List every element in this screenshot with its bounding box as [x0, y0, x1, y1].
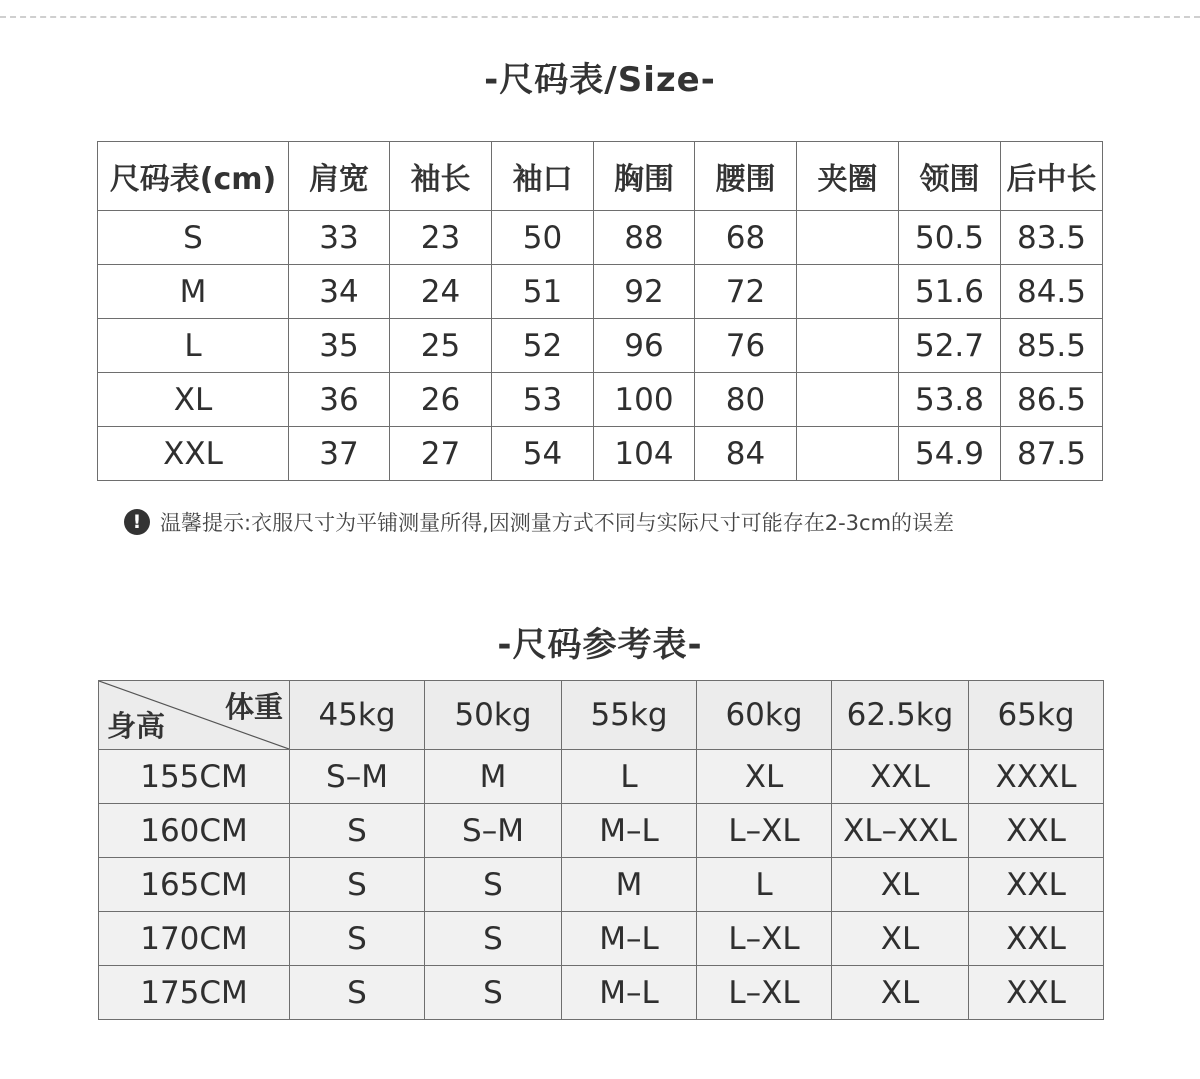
size-value-cell: 51.6	[899, 265, 1001, 319]
size-value-cell: 37	[289, 427, 390, 481]
recommended-size-cell: XL	[832, 858, 969, 912]
size-value-cell: 23	[390, 211, 492, 265]
size-value-cell: 53	[492, 373, 594, 427]
recommended-size-cell: M–L	[562, 966, 697, 1020]
size-label-cell: XL	[98, 373, 289, 427]
weight-header-cell: 65kg	[969, 681, 1104, 750]
recommended-size-cell: S	[425, 858, 562, 912]
corner-weight-label: 体重	[224, 690, 283, 724]
size-value-cell: 80	[695, 373, 797, 427]
size-value-cell: 85.5	[1001, 319, 1103, 373]
recommended-size-cell: M	[425, 750, 562, 804]
size-header-cell: 肩宽	[289, 142, 390, 211]
recommended-size-cell: L	[697, 858, 832, 912]
recommended-size-cell: L	[562, 750, 697, 804]
recommended-size-cell: XL	[697, 750, 832, 804]
recommended-size-cell: XXL	[969, 804, 1104, 858]
size-value-cell	[797, 427, 899, 481]
recommended-size-cell: L–XL	[697, 804, 832, 858]
size-header-cell: 尺码表(cm)	[98, 142, 289, 211]
size-value-cell	[797, 265, 899, 319]
size-label-cell: L	[98, 319, 289, 373]
size-value-cell: 36	[289, 373, 390, 427]
size-value-cell: 24	[390, 265, 492, 319]
reference-chart-table	[98, 680, 1104, 1020]
size-header-cell: 夹圈	[797, 142, 899, 211]
size-header-row	[98, 142, 1103, 211]
size-value-cell: 88	[594, 211, 695, 265]
recommended-size-cell: L–XL	[697, 912, 832, 966]
table-row	[98, 427, 1103, 481]
weight-header-cell: 45kg	[290, 681, 425, 750]
recommended-size-cell: S	[425, 912, 562, 966]
size-value-cell: 100	[594, 373, 695, 427]
recommended-size-cell: S–M	[425, 804, 562, 858]
size-value-cell: 87.5	[1001, 427, 1103, 481]
size-value-cell: 76	[695, 319, 797, 373]
size-value-cell: 53.8	[899, 373, 1001, 427]
recommended-size-cell: XXL	[969, 912, 1104, 966]
size-chart-table	[97, 141, 1103, 481]
exclamation-icon: !	[124, 509, 150, 535]
reference-header-row	[99, 681, 1104, 750]
size-chart-title: -尺码表/Size-	[484, 60, 716, 100]
size-value-cell: 27	[390, 427, 492, 481]
recommended-size-cell: S	[425, 966, 562, 1020]
notice-text: 温馨提示:衣服尺寸为平铺测量所得,因测量方式不同与实际尺寸可能存在2-3cm的误差	[160, 511, 955, 535]
recommended-size-cell: M–L	[562, 804, 697, 858]
size-value-cell: 92	[594, 265, 695, 319]
size-value-cell: 54	[492, 427, 594, 481]
recommended-size-cell: S	[290, 966, 425, 1020]
reference-chart-title: -尺码参考表-	[497, 625, 703, 665]
size-value-cell: 35	[289, 319, 390, 373]
size-value-cell	[797, 319, 899, 373]
size-header-cell: 领围	[899, 142, 1001, 211]
table-row	[98, 319, 1103, 373]
recommended-size-cell: M–L	[562, 912, 697, 966]
size-header-cell: 袖长	[390, 142, 492, 211]
size-value-cell: 33	[289, 211, 390, 265]
size-value-cell: 52.7	[899, 319, 1001, 373]
recommended-size-cell: S–M	[290, 750, 425, 804]
size-value-cell: 26	[390, 373, 492, 427]
size-value-cell: 104	[594, 427, 695, 481]
size-value-cell	[797, 211, 899, 265]
recommended-size-cell: XXL	[969, 966, 1104, 1020]
corner-height-label: 身高	[107, 709, 166, 743]
size-value-cell: 54.9	[899, 427, 1001, 481]
recommended-size-cell: S	[290, 912, 425, 966]
table-row	[98, 373, 1103, 427]
size-label-cell: M	[98, 265, 289, 319]
size-value-cell: 68	[695, 211, 797, 265]
weight-header-cell: 55kg	[562, 681, 697, 750]
height-label-cell: 160CM	[99, 804, 290, 858]
recommended-size-cell: XL–XXL	[832, 804, 969, 858]
size-label-cell: S	[98, 211, 289, 265]
recommended-size-cell: XXL	[832, 750, 969, 804]
size-value-cell: 86.5	[1001, 373, 1103, 427]
recommended-size-cell: M	[562, 858, 697, 912]
recommended-size-cell: S	[290, 858, 425, 912]
recommended-size-cell: XXL	[969, 858, 1104, 912]
recommended-size-cell: XXXL	[969, 750, 1104, 804]
size-value-cell: 83.5	[1001, 211, 1103, 265]
table-row	[99, 858, 1104, 912]
size-value-cell	[797, 373, 899, 427]
size-value-cell: 34	[289, 265, 390, 319]
size-value-cell: 52	[492, 319, 594, 373]
size-value-cell: 84	[695, 427, 797, 481]
table-row	[99, 912, 1104, 966]
size-value-cell: 96	[594, 319, 695, 373]
table-row	[98, 265, 1103, 319]
table-row	[99, 804, 1104, 858]
size-header-cell: 后中长	[1001, 142, 1103, 211]
size-value-cell: 72	[695, 265, 797, 319]
weight-header-cell: 60kg	[697, 681, 832, 750]
size-value-cell: 84.5	[1001, 265, 1103, 319]
corner-cell	[99, 681, 290, 750]
weight-header-cell: 62.5kg	[832, 681, 969, 750]
table-row	[99, 966, 1104, 1020]
size-value-cell: 50.5	[899, 211, 1001, 265]
recommended-size-cell: S	[290, 804, 425, 858]
size-label-cell: XXL	[98, 427, 289, 481]
dashed-divider	[0, 16, 1200, 18]
height-label-cell: 175CM	[99, 966, 290, 1020]
size-notice	[124, 507, 954, 537]
size-value-cell: 51	[492, 265, 594, 319]
table-row	[99, 750, 1104, 804]
height-label-cell: 165CM	[99, 858, 290, 912]
size-value-cell: 50	[492, 211, 594, 265]
height-label-cell: 170CM	[99, 912, 290, 966]
recommended-size-cell: XL	[832, 966, 969, 1020]
size-header-cell: 腰围	[695, 142, 797, 211]
height-label-cell: 155CM	[99, 750, 290, 804]
recommended-size-cell: XL	[832, 912, 969, 966]
table-row	[98, 211, 1103, 265]
size-value-cell: 25	[390, 319, 492, 373]
weight-header-cell: 50kg	[425, 681, 562, 750]
size-header-cell: 胸围	[594, 142, 695, 211]
recommended-size-cell: L–XL	[697, 966, 832, 1020]
size-header-cell: 袖口	[492, 142, 594, 211]
